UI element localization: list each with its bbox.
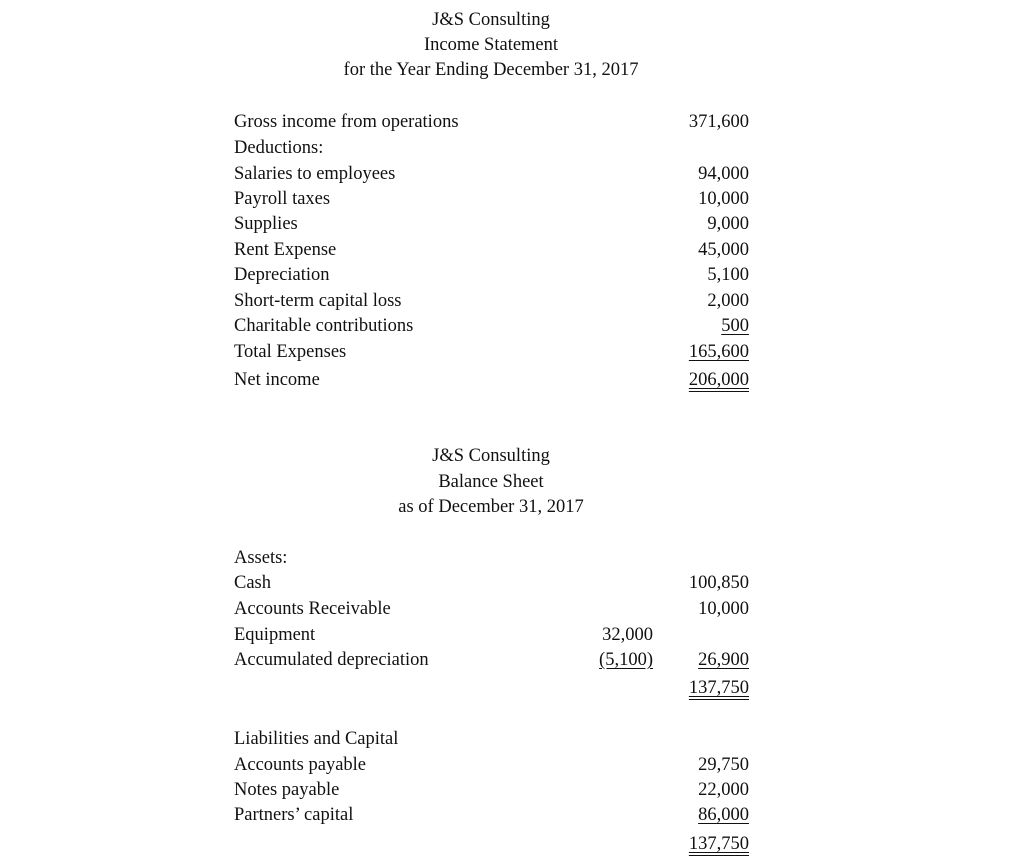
income-statement-title: Income Statement — [423, 35, 559, 55]
row-label: Equipment — [234, 625, 316, 645]
income-statement-period: for the Year Ending December 31, 2017 — [343, 60, 639, 80]
row-label: Rent Expense — [234, 240, 337, 260]
row-label: Liabilities and Capital — [234, 729, 399, 749]
row-label: Gross income from operations — [234, 112, 459, 132]
row-label: Total Expenses — [234, 342, 347, 362]
table-row — [234, 368, 754, 393]
table-row — [234, 832, 754, 857]
row-amount: 2,000 — [707, 291, 749, 311]
row-amount: 206,000 — [688, 370, 749, 390]
total-liabilities-capital-amount: 137,750 — [688, 834, 749, 854]
table-row — [234, 571, 754, 596]
table-row — [234, 778, 754, 803]
row-amount: 94,000 — [698, 164, 749, 184]
row-label: Payroll taxes — [234, 189, 331, 209]
table-row — [234, 238, 754, 263]
row-amount: 29,750 — [698, 755, 749, 775]
row-mid-amount: 32,000 — [602, 625, 653, 645]
row-label: Salaries to employees — [234, 164, 396, 184]
row-label: Depreciation — [234, 265, 330, 285]
row-amount: 100,850 — [688, 573, 749, 593]
row-label: Cash — [234, 573, 271, 593]
row-amount: 371,600 — [688, 112, 749, 132]
total-assets-amount: 137,750 — [688, 678, 749, 698]
table-row — [234, 676, 754, 701]
table-row — [234, 597, 754, 622]
row-amount: 86,000 — [698, 805, 749, 825]
row-label: Short-term capital loss — [234, 291, 402, 311]
income-statement-company: J&S Consulting — [432, 10, 550, 30]
table-row — [234, 289, 754, 314]
balance-sheet-title: Balance Sheet — [438, 472, 544, 492]
table-row — [234, 623, 754, 648]
row-label: Partners’ capital — [234, 805, 354, 825]
table-row — [234, 314, 754, 339]
balance-sheet-company: J&S Consulting — [432, 446, 550, 466]
row-label: Notes payable — [234, 780, 340, 800]
table-row — [234, 648, 754, 673]
row-amount: 10,000 — [698, 189, 749, 209]
row-label: Accounts payable — [234, 755, 367, 775]
table-row — [234, 110, 754, 135]
row-amount: 9,000 — [707, 214, 749, 234]
table-row — [234, 803, 754, 828]
table-row — [234, 546, 754, 571]
row-amount: 22,000 — [698, 780, 749, 800]
row-amount: 165,600 — [688, 342, 749, 362]
row-amount: 5,100 — [707, 265, 749, 285]
row-label: Assets: — [234, 548, 288, 568]
row-label: Charitable contributions — [234, 316, 414, 336]
table-row — [234, 340, 754, 365]
table-row — [234, 727, 754, 752]
table-row — [234, 162, 754, 187]
table-row — [234, 212, 754, 237]
table-row — [234, 753, 754, 778]
row-amount: 500 — [721, 316, 749, 336]
row-mid-amount: (5,100) — [599, 650, 653, 670]
row-label: Accounts Receivable — [234, 599, 391, 619]
table-row — [234, 136, 754, 161]
row-amount: 45,000 — [698, 240, 749, 260]
table-row — [234, 263, 754, 288]
row-label: Accumulated depreciation — [234, 650, 429, 670]
row-label: Supplies — [234, 214, 298, 234]
table-row — [234, 187, 754, 212]
row-amount: 10,000 — [698, 599, 749, 619]
row-label: Deductions: — [234, 138, 324, 158]
row-label: Net income — [234, 370, 320, 390]
balance-sheet-date: as of December 31, 2017 — [398, 497, 584, 517]
row-amount: 26,900 — [698, 650, 749, 670]
